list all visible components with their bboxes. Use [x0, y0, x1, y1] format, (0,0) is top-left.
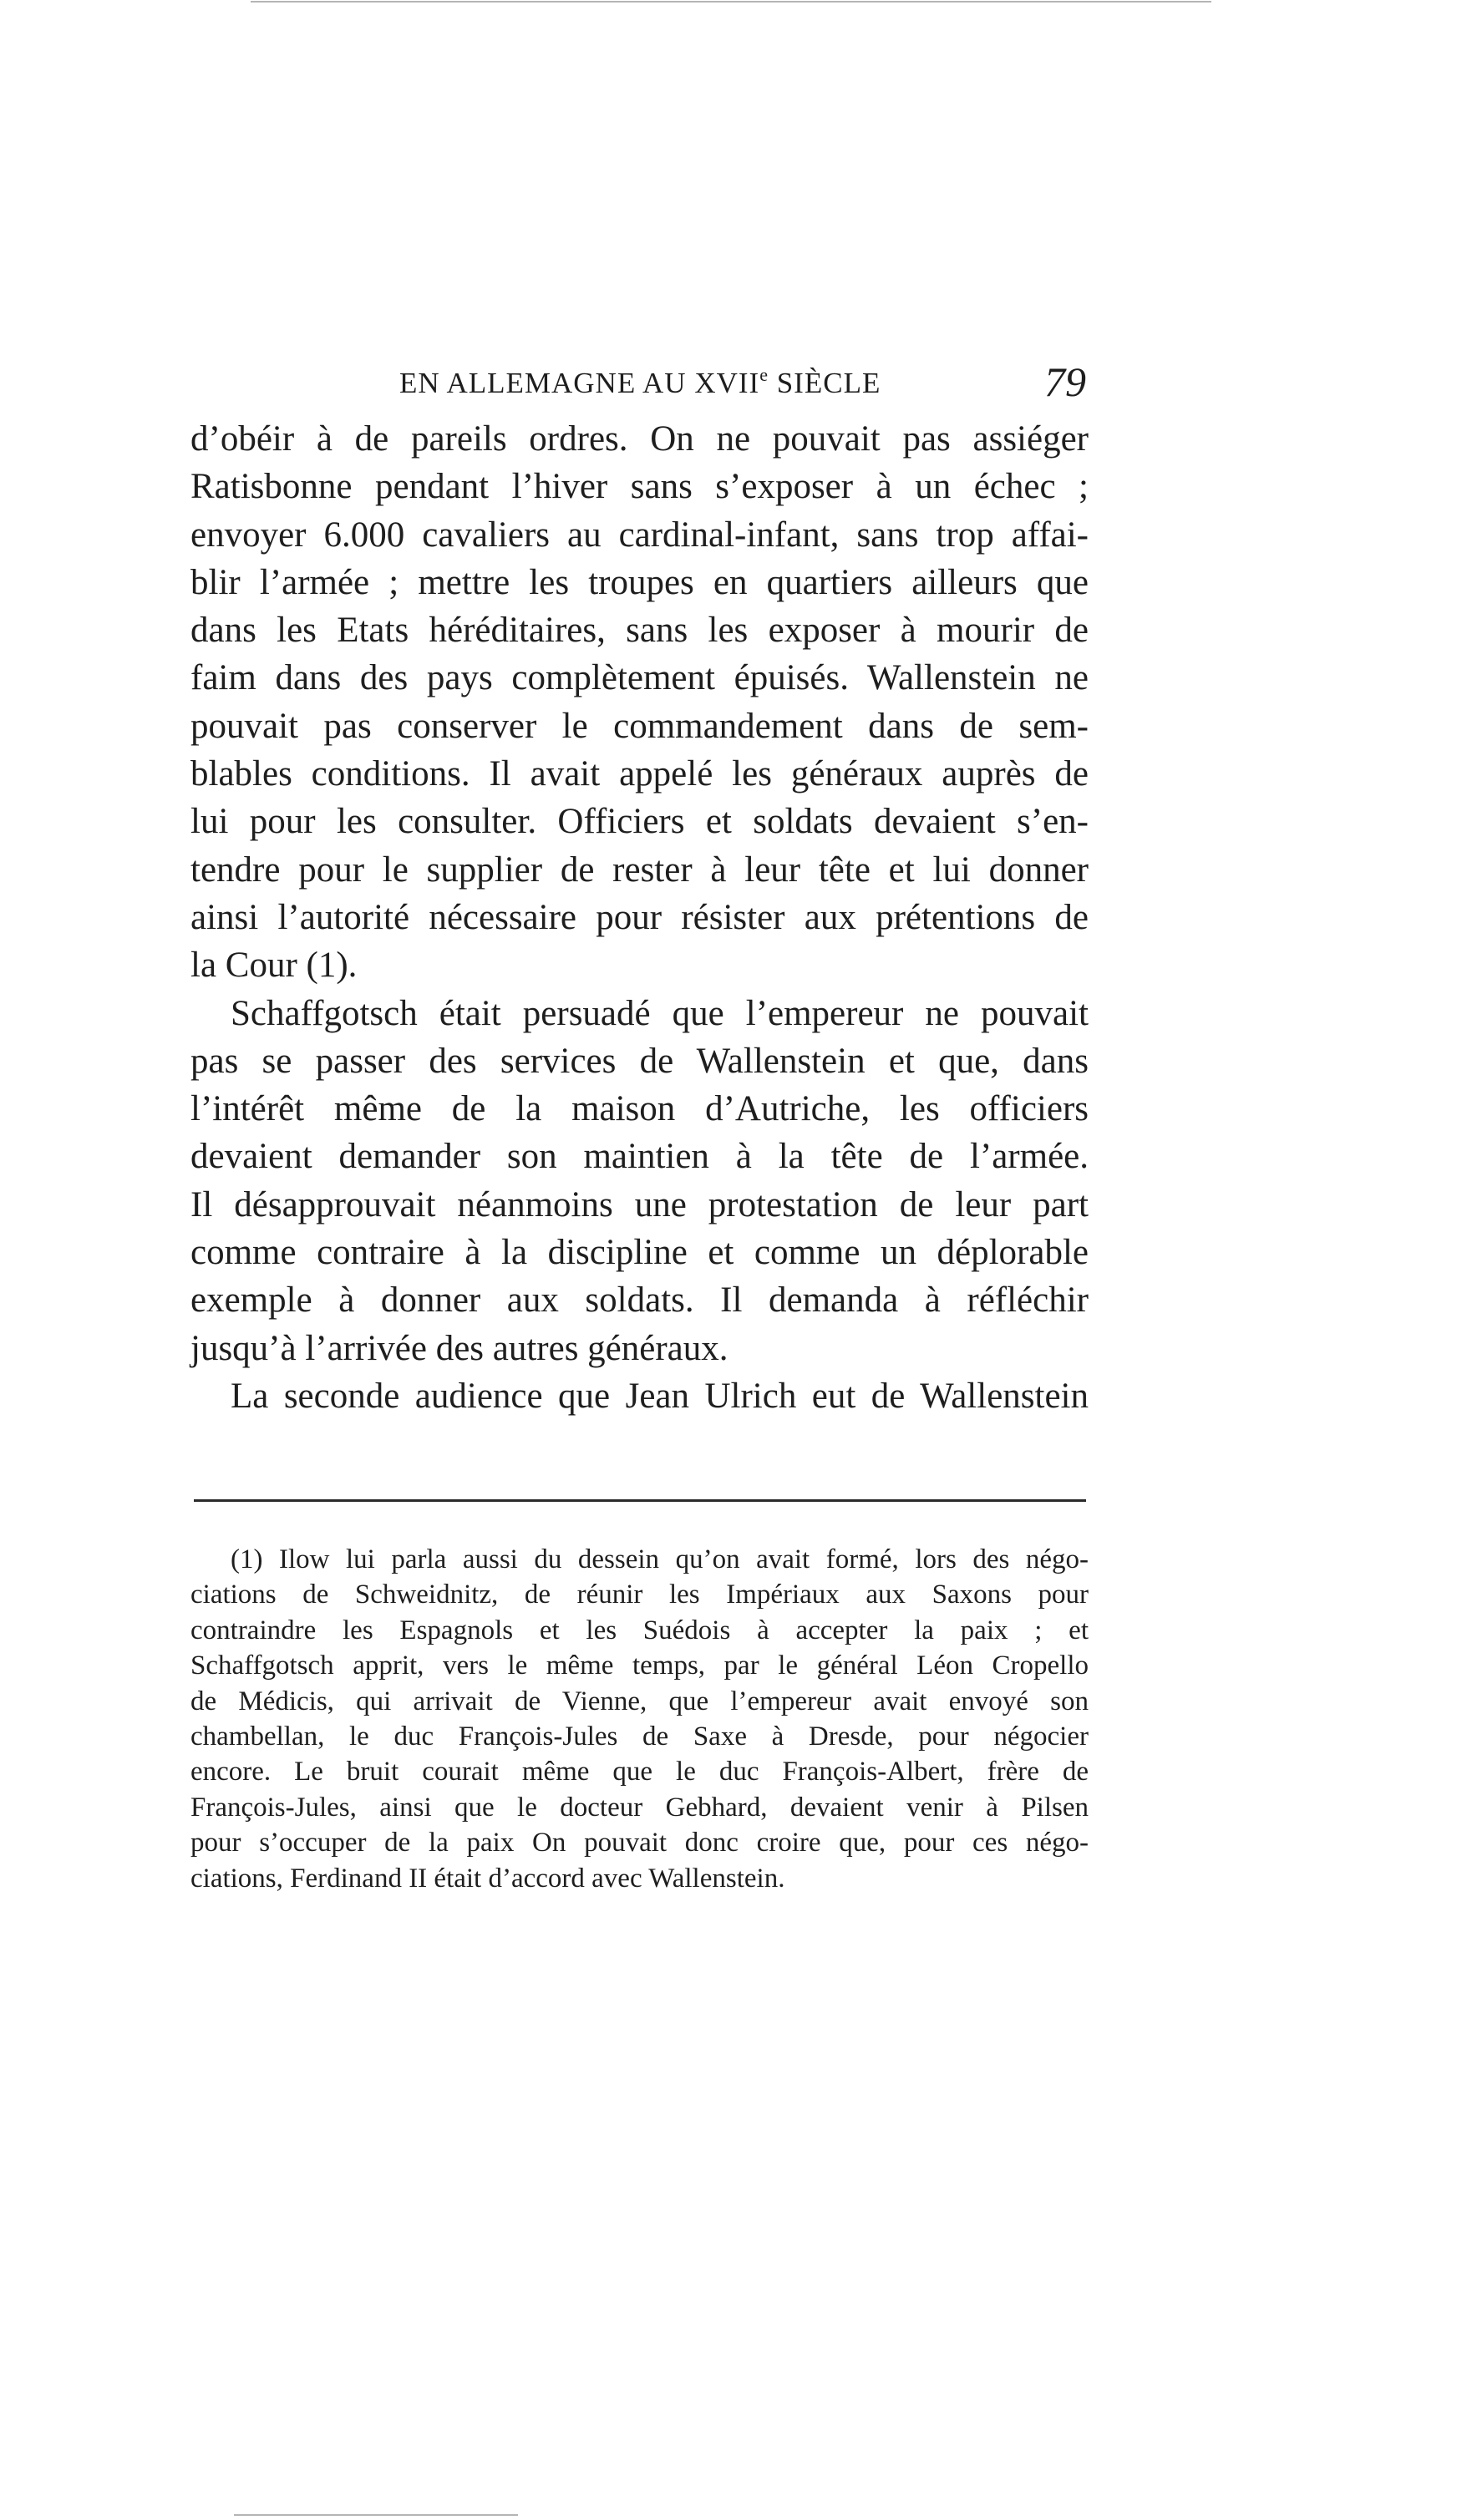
running-head [399, 364, 881, 400]
text-line: lui pour les consulter. Officiers et soldats devaient s’en- [190, 802, 1089, 842]
footnote-line: (1) Ilow lui parla aussi du dessein qu’on avait formé, lors des négo- [231, 1544, 1089, 1574]
text-line: d’obéir à de pareils ordres. On ne pouvait pas assiéger [190, 419, 1089, 459]
text-line: Ratisbonne pendant l’hiver sans s’exposer à un échec ; [190, 467, 1089, 507]
footnote-line: Schaffgotsch apprit, vers le même temps, par le général Léon Cropello [190, 1650, 1089, 1681]
text-line: tendre pour le supplier de rester à leur tête et lui donner [190, 849, 1089, 890]
text-line: blables conditions. Il avait appelé les généraux auprès de [190, 754, 1089, 794]
footnote-line: François-Jules, ainsi que le docteur Gebhard, devaient venir à Pilsen [190, 1792, 1089, 1823]
text-line: faim dans des pays complètement épuisés. Wallenstein ne [190, 658, 1089, 698]
text-line: l’intérêt même de la maison d’Autriche, les officiers [190, 1089, 1089, 1129]
text-line: La seconde audience que Jean Ulrich eut de Wallenstein [231, 1376, 1089, 1416]
footnote-line: ciations de Schweidnitz, de réunir les Impériaux aux Saxons pour [190, 1579, 1089, 1610]
text-line: devaient demander son maintien à la tête de l’armée. [190, 1137, 1089, 1177]
main-text [190, 415, 1089, 1420]
text-line: jusqu’à l’arrivée des autres généraux. [190, 1328, 728, 1368]
scan-edge-mark-top [251, 1, 1211, 3]
scan-edge-mark-bottom [234, 2514, 518, 2516]
text-line: pas se passer des services de Wallenstein et que, dans [190, 1041, 1089, 1081]
footnote-divider [194, 1499, 1086, 1502]
text-line: la Cour (1). [190, 946, 358, 986]
text-line: Schaffgotsch était persuadé que l’empereur ne pouvait [231, 993, 1089, 1033]
page-number: 79 [1044, 358, 1086, 405]
footnote-line: encore. Le bruit courait même que le duc François-Albert, frère de [190, 1757, 1089, 1787]
text-line: pouvait pas conserver le commandement dans de sem- [190, 706, 1089, 746]
page-header [192, 349, 1086, 424]
text-line: envoyer 6.000 cavaliers au cardinal-infant, sans trop affai- [190, 515, 1089, 555]
footnote-line: de Médicis, qui arrivait de Vienne, que l’empereur avait envoyé son [190, 1686, 1089, 1716]
running-head-superscript: e [759, 364, 769, 385]
footnote-line: pour s’occuper de la paix On pouvait donc croire que, pour ces négo- [190, 1828, 1089, 1858]
running-head-tail: SIÈCLE [768, 367, 881, 399]
text-line: blir l’armée ; mettre les troupes en quartiers ailleurs que [190, 562, 1089, 602]
footnote [190, 1542, 1089, 1896]
footnote-line: ciations, Ferdinand II était d’accord avec Wallenstein. [190, 1863, 785, 1894]
running-head-text: EN ALLEMAGNE AU XVII [399, 367, 760, 399]
text-line: Il désapprouvait néanmoins une protestation de leur part [190, 1184, 1089, 1225]
footnote-line: chambellan, le duc François-Jules de Saxe à Dresde, pour négocier [190, 1721, 1089, 1752]
text-line: dans les Etats héréditaires, sans les exposer à mourir de [190, 611, 1089, 651]
text-line: exemple à donner aux soldats. Il demanda à réfléchir [190, 1280, 1089, 1321]
text-line: ainsi l’autorité nécessaire pour résister aux prétentions de [190, 897, 1089, 937]
footnote-line: contraindre les Espagnols et les Suédois à accepter la paix ; et [190, 1615, 1089, 1645]
text-line: comme contraire à la discipline et comme un déplorable [190, 1233, 1089, 1273]
